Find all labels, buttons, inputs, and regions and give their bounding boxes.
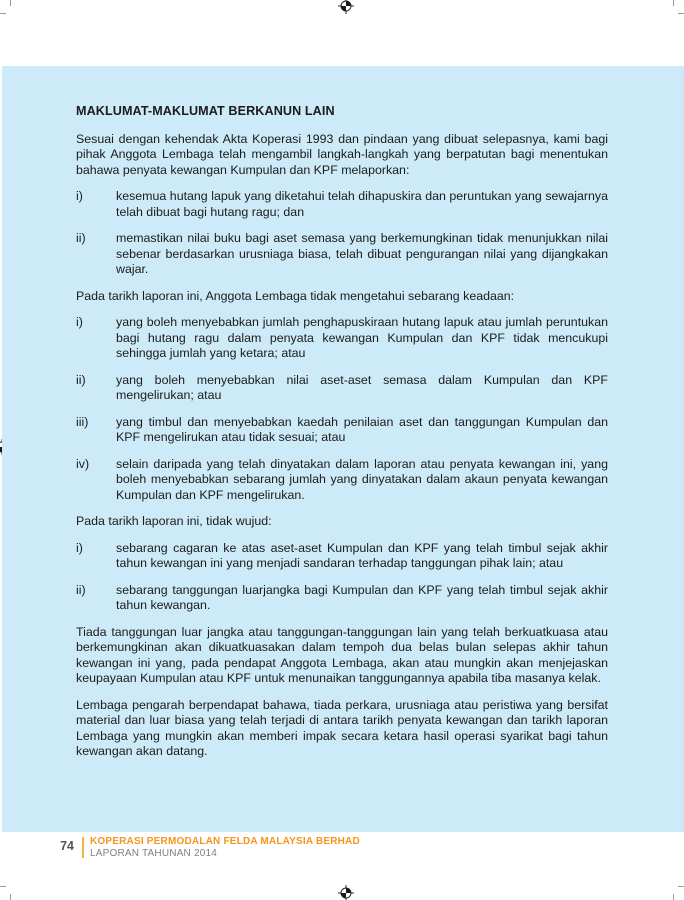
page-footer [0,836,684,860]
page-number: 74 [60,839,74,853]
list-item [76,457,608,504]
list-item-text: sebarang cagaran ke atas aset-aset Kumpulan dan KPF yang telah timbul sejak akhir tahun kewangan ini yang menjadi sandaran terhadap tanggungan pihak lain; atau [116,540,608,570]
list-item-numeral: i) [76,189,83,203]
content-panel [2,66,684,832]
crop-mark-icon [10,894,11,900]
section-heading: MAKLUMAT-MAKLUMAT BERKANUN LAIN [76,104,335,118]
list-item-numeral: ii) [76,372,86,387]
registration-mark-icon [338,885,354,900]
list-item [76,541,608,572]
list-item [76,415,608,446]
list-item [76,231,608,278]
crop-mark-icon [678,13,684,14]
crop-mark-icon [10,0,11,6]
list-item-text: memastikan nilai buku bagi aset semasa yang berkemungkinan tidak menunjukkan nilai sebenar berdasarkan urusniaga biasa, telah dibuat pengurangan nilai yang dijangkakan wajar. [116,231,608,276]
registration-mark-icon [338,0,354,14]
statutory-information-section [76,104,608,771]
paragraph-lembaga-pengarah: Lembaga pengarah berpendapat bahawa, tiada perkara, urusniaga atau peristiwa yang bersifat material dan luar biasa yang telah terjadi di antara tarikh penyata kewangan dan tarikh laporan Lembaga yang mungkin akan memberi impak secara ketara hasil operasi syarikat bagi tahun kewangan akan datang. [76,697,608,758]
paragraph-wujud: Pada tarikh laporan ini, tidak wujud: [76,514,272,528]
crop-mark-icon [673,894,674,900]
footer-text [90,836,360,859]
list-item-text: yang boleh menyebabkan nilai aset-aset semasa dalam Kumpulan dan KPF mengelirukan; atau [116,372,608,402]
list-item-text: sebarang tanggungan luarjangka bagi Kumpulan dan KPF yang telah timbul sejak akhir tahun kewangan. [116,582,608,612]
list-item-numeral: ii) [76,231,86,245]
list-item [76,189,608,220]
crop-mark-icon [678,886,684,887]
report-title: LAPORAN TAHUNAN 2014 [90,848,218,859]
list-item [76,373,608,404]
company-name: KOPERASI PERMODALAN FELDA MALAYSIA BERHAD [90,836,360,847]
list-item-numeral: i) [76,315,83,329]
crop-mark-icon [0,13,6,14]
list-item-numeral: iv) [76,456,90,471]
list-item-text: selain daripada yang telah dinyatakan dalam laporan atau penyata kewangan ini, yang boleh menyebabkan sebarang jumlah yang dinyatakan dalam akaun penyata kewangan Kumpulan dan KPF mengelirukan. [116,456,608,502]
crop-mark-icon [0,886,6,887]
list-item-text: yang timbul dan menyebabkan kaedah penilaian aset dan tanggungan Kumpulan dan KPF mengelirukan atau tidak sesuai; atau [116,414,608,444]
paragraph-keadaan: Pada tarikh laporan ini, Anggota Lembaga tidak mengetahui sebarang keadaan: [76,288,515,303]
list-item [76,315,608,362]
list-item-numeral: iii) [76,414,89,429]
list-item-text: kesemua hutang lapuk yang diketahui telah dihapuskira dan peruntukan yang sewajarnya telah dibuat bagi hutang ragu; dan [116,189,608,219]
crop-mark-icon [673,0,674,6]
list-item-numeral: i) [76,540,83,555]
list-item [76,583,608,614]
intro-paragraph: Sesuai dengan kehendak Akta Koperasi 1993 dan pindaan yang dibuat selepasnya, kami bagi pihak Anggota Lembaga telah mengambil langkah-langkah yang berpatutan bagi menentukan bahawa penyata kewangan Kumpulan dan KPF melaporkan: [76,131,608,177]
footer-divider [82,837,84,858]
paragraph-tiada-tanggungan: Tiada tanggungan luar jangka atau tanggungan-tanggungan lain yang telah berkuatkuasa atau berkemungkinan akan dikuatkuasakan dalam tempoh dua belas bulan selepas akhir tahun kewangan ini yang, pada pendapat Anggota Lembaga, akan atau mungkin akan menjejaskan keupayaan Kumpulan atau KPF untuk menunaikan tanggungannya apabila tiba masanya kelak. [76,624,608,685]
list-item-numeral: ii) [76,582,86,597]
list-item-text: yang boleh menyebabkan jumlah penghapuskiraan hutang lapuk atau jumlah peruntukan bagi hutang ragu dalam penyata kewangan Kumpulan dan KPF tidak mencukupi sehingga jumlah yang ketara; atau [116,315,608,360]
